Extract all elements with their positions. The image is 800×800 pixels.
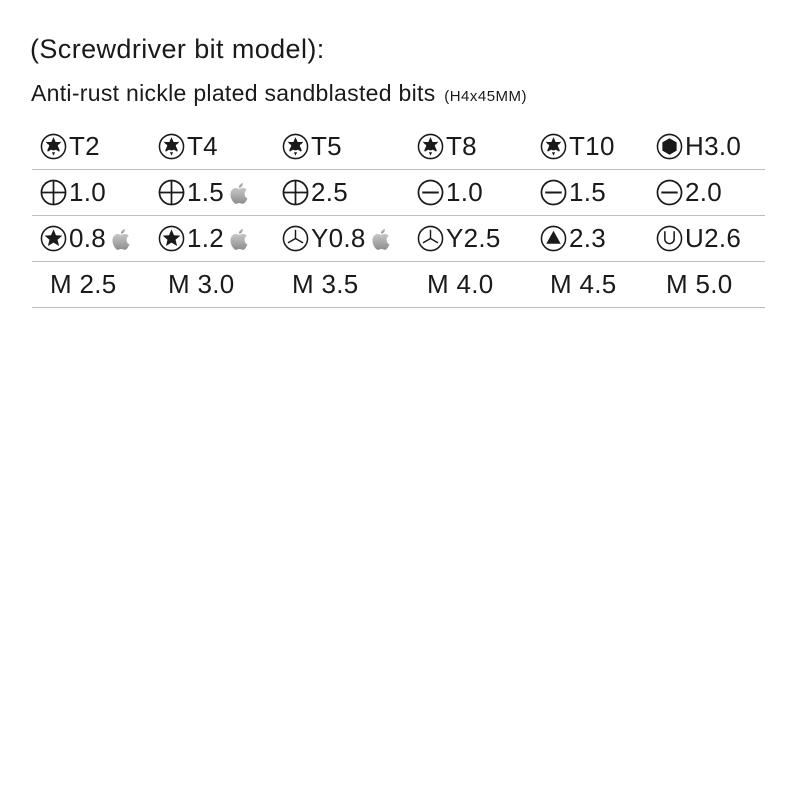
bit-cell	[40, 216, 134, 261]
bit-label: M 4.5	[550, 269, 617, 299]
bit-cell	[282, 170, 348, 215]
pentalobe-icon	[158, 225, 185, 252]
bit-cell	[282, 216, 394, 261]
apple-logo-icon	[228, 226, 252, 252]
phillips-icon	[158, 179, 185, 206]
bit-label: T2	[69, 131, 100, 161]
bit-label: Y2.5	[446, 223, 501, 253]
torx-icon	[417, 133, 444, 160]
slotted-icon	[540, 179, 567, 206]
bit-label: T8	[446, 131, 477, 161]
bit-cell	[540, 216, 606, 261]
torx-icon	[540, 133, 567, 160]
slotted-icon	[417, 179, 444, 206]
table-row	[32, 170, 765, 216]
bit-cell	[656, 262, 733, 307]
bit-cell	[540, 124, 615, 169]
bit-label: H3.0	[685, 131, 742, 161]
bit-label: Y0.8	[311, 223, 366, 253]
bit-label: M 3.5	[292, 269, 359, 299]
bit-cell	[417, 170, 483, 215]
table-row	[32, 216, 765, 262]
slotted-icon	[656, 179, 683, 206]
phillips-icon	[282, 179, 309, 206]
bit-label: T4	[187, 131, 218, 161]
bit-label: M 5.0	[666, 269, 733, 299]
bit-cell	[417, 216, 501, 261]
bit-cell	[282, 262, 359, 307]
bit-label: M 3.0	[168, 269, 235, 299]
bit-label: U2.6	[685, 223, 742, 253]
bit-cell	[40, 124, 100, 169]
apple-logo-icon	[110, 226, 134, 252]
bit-cell	[40, 170, 106, 215]
bit-label: 1.5	[187, 177, 225, 207]
torx-icon	[282, 133, 309, 160]
tri-wing-icon	[417, 225, 444, 252]
table-row	[32, 124, 765, 170]
bit-cell	[656, 170, 722, 215]
bit-label: 2.5	[311, 177, 349, 207]
page-subtitle	[31, 80, 527, 107]
bit-cell	[158, 124, 218, 169]
page-title: (Screwdriver bit model):	[30, 34, 325, 64]
bit-label: 1.0	[69, 177, 107, 207]
torx-icon	[40, 133, 67, 160]
bit-label: 1.5	[569, 177, 607, 207]
bit-label: T5	[311, 131, 342, 161]
bit-label: T10	[569, 131, 615, 161]
u-type-icon	[656, 225, 683, 252]
pentalobe-icon	[40, 225, 67, 252]
bit-size-note: (H4x45MM)	[444, 88, 528, 105]
bit-cell	[540, 262, 617, 307]
torx-icon	[158, 133, 185, 160]
bit-label: 2.3	[569, 223, 607, 253]
phillips-icon	[40, 179, 67, 206]
triangle-icon	[540, 225, 567, 252]
hex-icon	[656, 133, 683, 160]
bit-label: 0.8	[69, 223, 107, 253]
apple-logo-icon	[370, 226, 394, 252]
bit-cell	[417, 262, 494, 307]
subtitle-text: Anti-rust nickle plated sandblasted bits	[31, 80, 436, 106]
bit-cell	[417, 124, 477, 169]
bit-model-table	[32, 124, 765, 308]
bit-cell	[40, 262, 117, 307]
bit-cell	[158, 170, 252, 215]
apple-logo-icon	[228, 180, 252, 206]
bit-label: 2.0	[685, 177, 723, 207]
table-row	[32, 262, 765, 308]
tri-wing-icon	[282, 225, 309, 252]
bit-label: M 2.5	[50, 269, 117, 299]
bit-cell	[158, 262, 235, 307]
bit-label: 1.0	[446, 177, 484, 207]
bit-label: M 4.0	[427, 269, 494, 299]
bit-cell	[282, 124, 342, 169]
bit-cell	[158, 216, 252, 261]
bit-cell	[540, 170, 606, 215]
bit-label: 1.2	[187, 223, 225, 253]
bit-cell	[656, 124, 741, 169]
bit-cell	[656, 216, 741, 261]
